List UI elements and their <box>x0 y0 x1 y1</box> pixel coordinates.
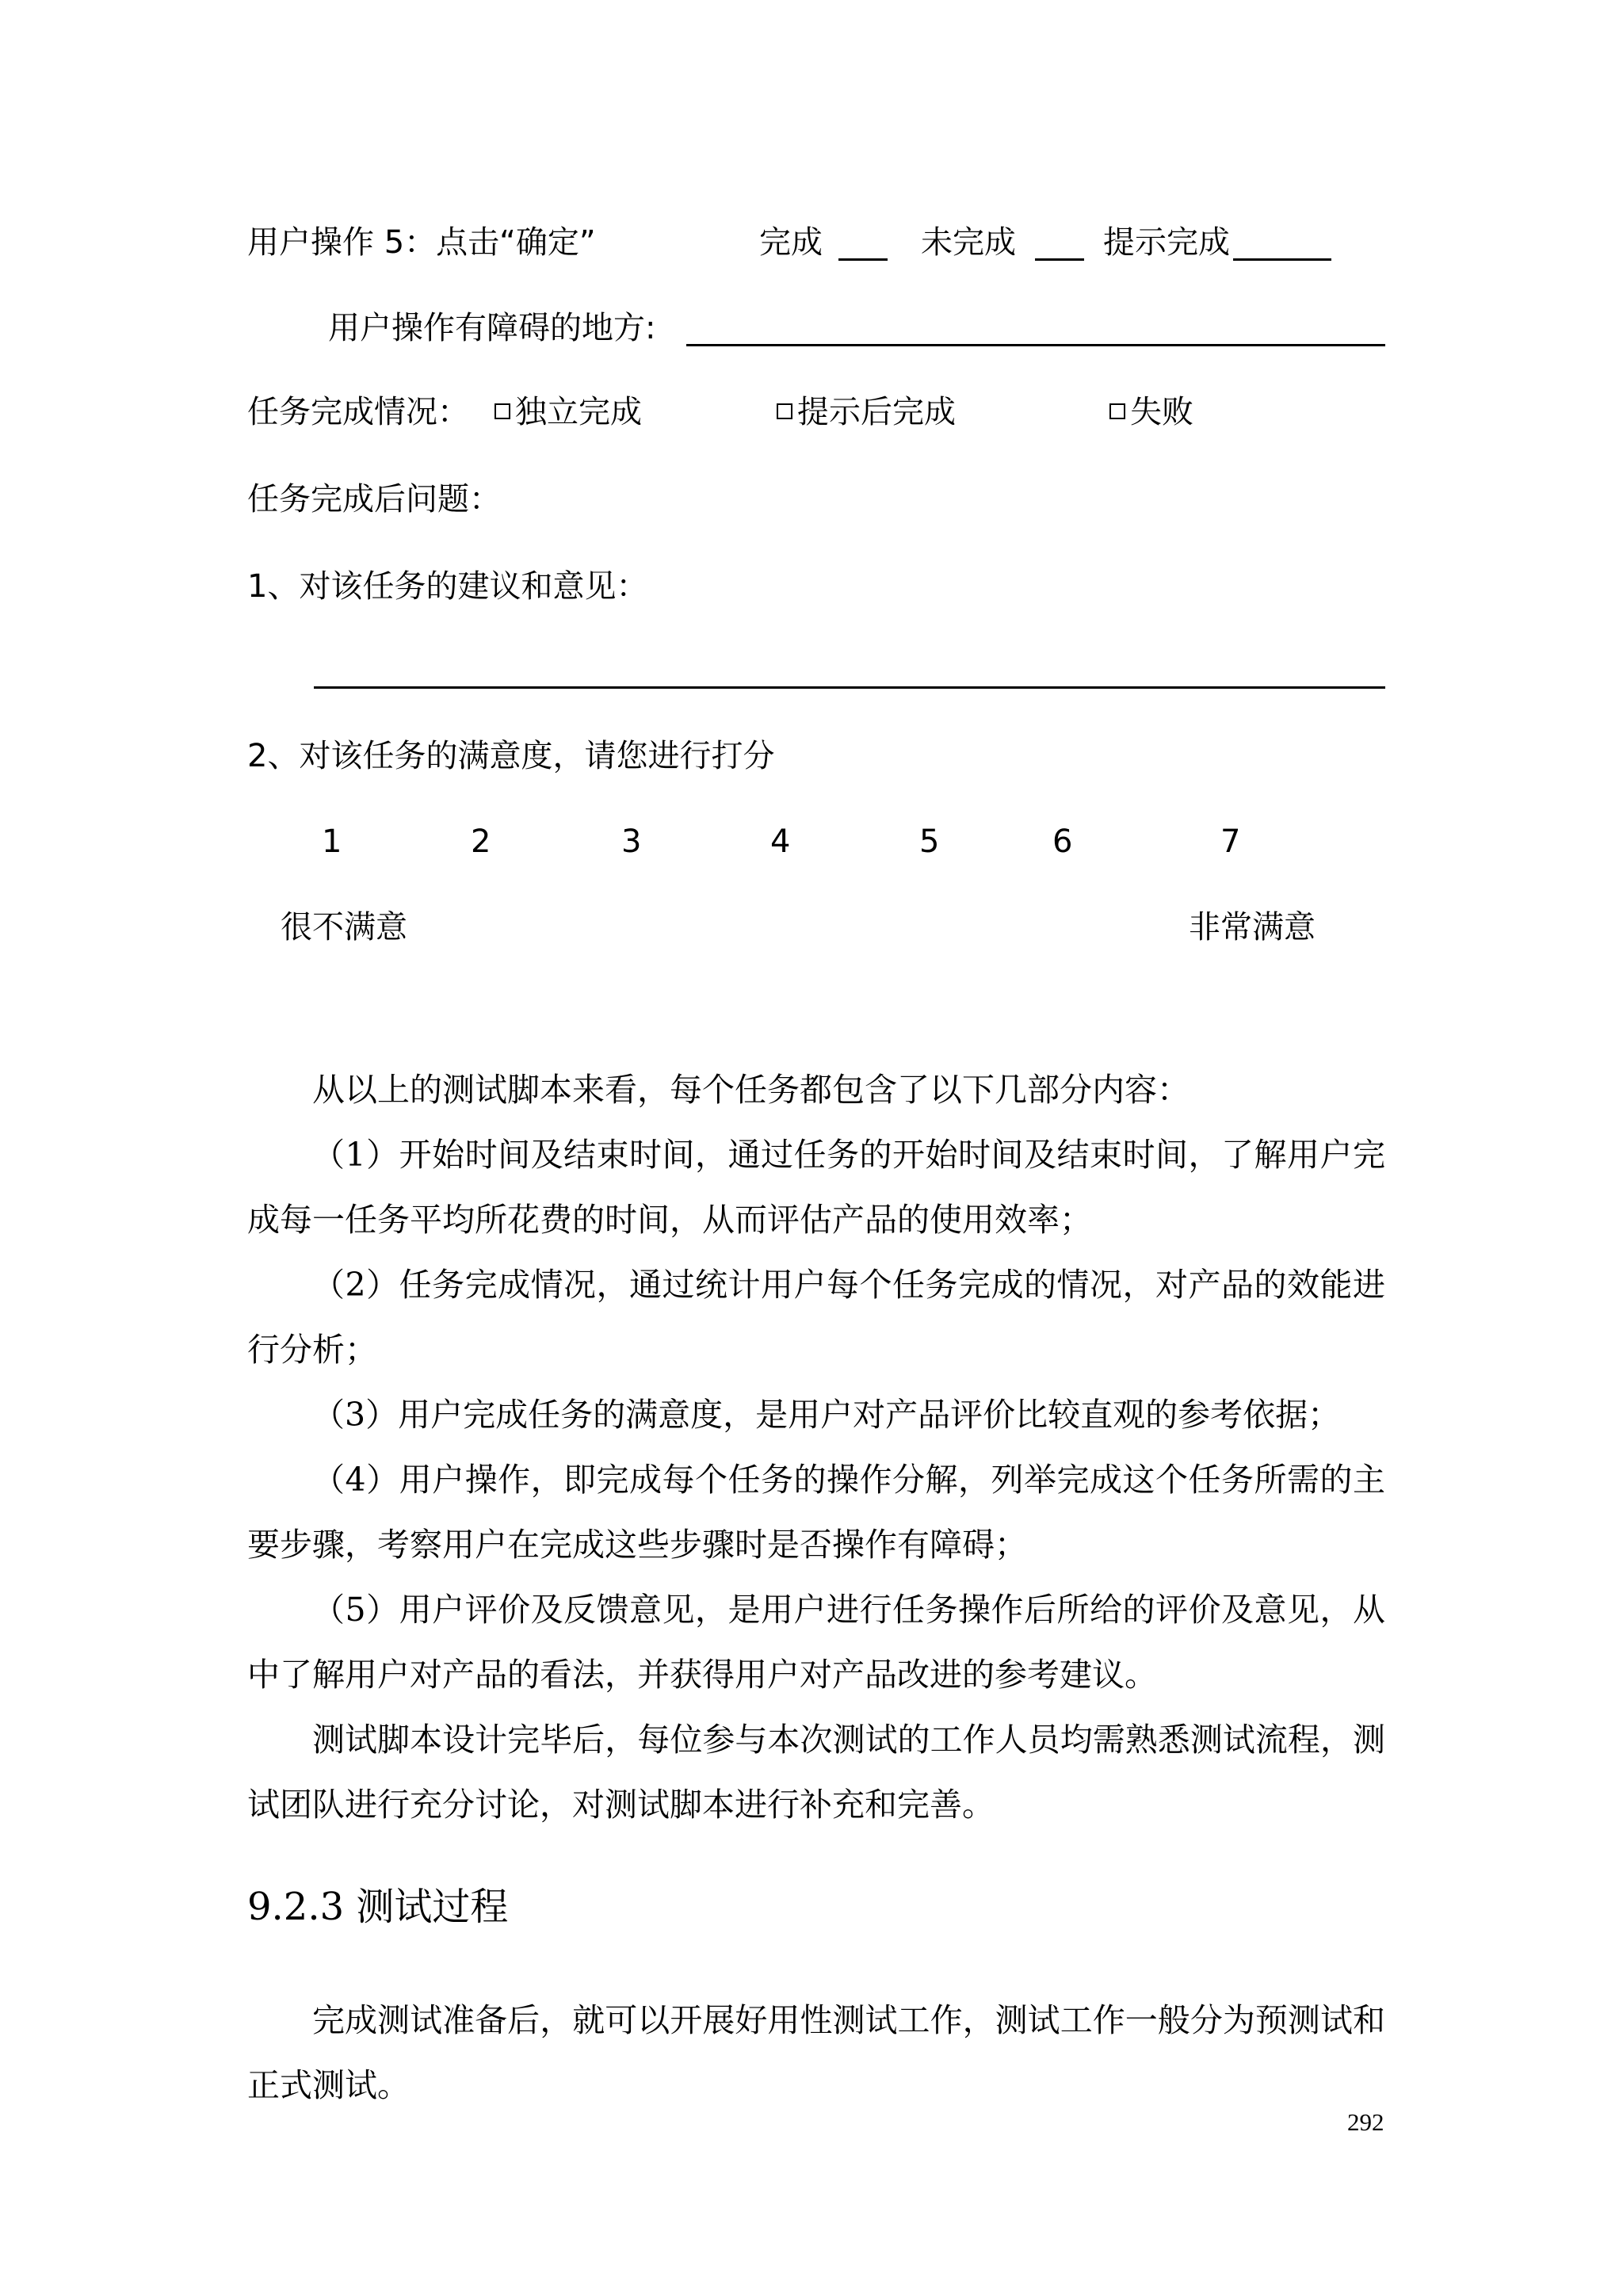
scale-high-label: 非常满意 <box>1189 909 1316 946</box>
scale-low-label: 很不满意 <box>281 909 407 946</box>
section-heading: 9.2.3 测试过程 <box>247 1885 509 1929</box>
checkbox-icon <box>777 403 792 419</box>
step5-hinted-done-blank[interactable] <box>1233 258 1331 261</box>
question-1-answer-line[interactable] <box>314 686 1385 689</box>
rating-1[interactable]: 1 <box>322 823 342 860</box>
status-option-hinted[interactable]: 提示后完成 <box>777 396 956 428</box>
step5-done-blank[interactable] <box>838 258 888 261</box>
page-number: 292 <box>1347 2108 1384 2136</box>
step5-hinted-done-label: 提示完成 <box>1103 224 1230 261</box>
status-option-independent[interactable]: 独立完成 <box>495 396 642 428</box>
paragraph-conclusion: 测试脚本设计完毕后，每位参与本次测试的工作人员均需熟悉测试流程，测试团队进行充分讨论，对测试脚本进行补充和完善。 <box>247 1721 1385 1824</box>
after-task-label: 任务完成后问题： <box>247 481 501 518</box>
paragraph-item-2: （2）任务完成情况，通过统计用户每个任务完成的情况，对产品的效能进行分析； <box>247 1266 1385 1369</box>
question-2-label: 2、对该任务的满意度，请您进行打分 <box>247 738 775 774</box>
paragraph-item-3: （3）用户完成任务的满意度，是用户对产品评价比较直观的参考依据； <box>312 1396 1341 1434</box>
rating-6[interactable]: 6 <box>1052 823 1073 860</box>
rating-7[interactable]: 7 <box>1220 823 1241 860</box>
step5-label: 用户操作 5：点击“确定” <box>247 224 596 261</box>
step5-done-label: 完成 <box>759 224 823 261</box>
section-paragraph: 完成测试准备后，就可以开展好用性测试工作，测试工作一般分为预测试和正式测试。 <box>247 2001 1385 2104</box>
checkbox-icon <box>495 403 510 419</box>
rating-2[interactable]: 2 <box>471 823 491 860</box>
obstacles-blank[interactable] <box>686 344 1385 346</box>
step5-not-done-label: 未完成 <box>921 224 1016 261</box>
paragraph-item-5: （5）用户评价及反馈意见，是用户进行任务操作后所给的评价及意见，从中了解用户对产品的看法，并获得用户对产品改进的参考建议。 <box>247 1591 1385 1694</box>
paragraph-intro: 从以上的测试脚本来看，每个任务都包含了以下几部分内容： <box>312 1071 1190 1109</box>
rating-4[interactable]: 4 <box>770 823 791 860</box>
paragraph-item-1: （1）开始时间及结束时间，通过任务的开始时间及结束时间，了解用户完成每一任务平均所花费的时间，从而评估产品的使用效率； <box>247 1136 1385 1239</box>
obstacles-label: 用户操作有障碍的地方: <box>328 310 656 346</box>
question-1-label: 1、对该任务的建议和意见： <box>247 568 648 605</box>
step5-not-done-blank[interactable] <box>1035 258 1084 261</box>
paragraph-item-4: （4）用户操作，即完成每个任务的操作分解，列举完成这个任务所需的主要步骤，考察用户在完成这些步骤时是否操作有障碍； <box>247 1461 1385 1564</box>
checkbox-icon <box>1109 403 1125 419</box>
status-option-failed[interactable]: 失败 <box>1109 396 1193 428</box>
rating-5[interactable]: 5 <box>919 823 940 860</box>
task-status-label: 任务完成情况： <box>247 394 469 430</box>
rating-3[interactable]: 3 <box>621 823 642 860</box>
